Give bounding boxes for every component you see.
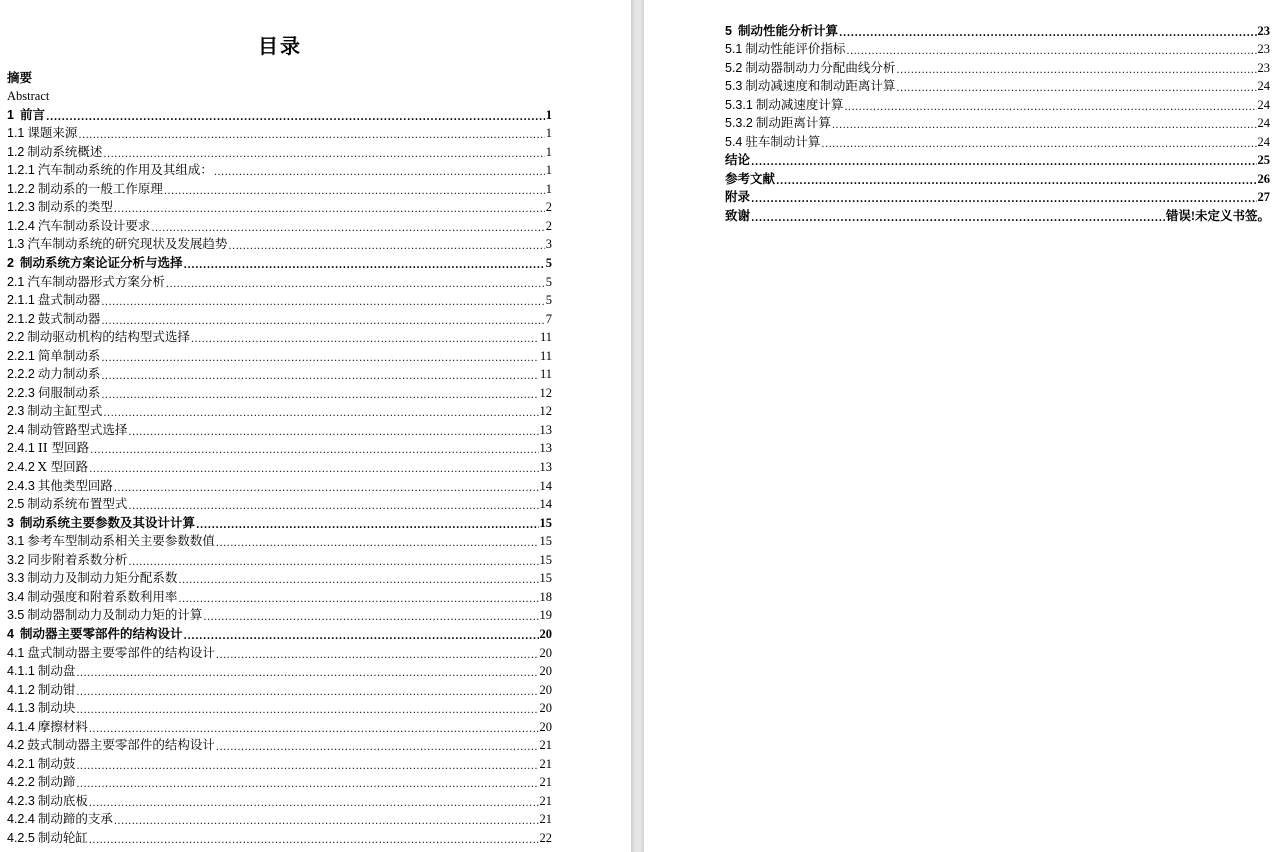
toc-entry[interactable] — [7, 382, 552, 401]
toc-entry-page-number: 错误!未定义书签。 — [1165, 209, 1270, 224]
toc-leader-dots — [114, 480, 539, 494]
toc-entry-title: 鼓式制动器主要零部件的结构设计 — [27, 737, 215, 753]
toc-leader-dots — [751, 191, 1256, 205]
toc-entry-title: 制动块 — [37, 700, 76, 716]
toc-entry-title: 制动系统主要参数及其设计计算 — [19, 514, 195, 530]
toc-list — [7, 67, 552, 846]
toc-entry-page-number: 20 — [539, 626, 552, 641]
toc-entry-title: 制动蹄 — [37, 774, 76, 790]
toc-entry-page-number: 13 — [539, 441, 552, 456]
toc-leader-dots — [844, 99, 1256, 113]
toc-entry[interactable] — [7, 197, 552, 216]
toc-entry[interactable] — [7, 623, 552, 642]
toc-entry-number: 4.2.1 — [7, 756, 35, 771]
toc-entry-number: 5 — [725, 23, 732, 38]
toc-entry-title: 制动钳 — [37, 681, 76, 697]
toc-entry-page-number: 27 — [1257, 190, 1270, 205]
toc-entry-number: 3.4 — [7, 589, 25, 604]
toc-entry-number: 2.2.2 — [7, 367, 35, 382]
toc-leader-dots — [89, 832, 539, 846]
toc-leader-dots — [178, 572, 538, 586]
toc-entry-page-number: 23 — [1257, 42, 1270, 57]
toc-entry[interactable] — [7, 252, 552, 271]
toc-entry-page-number: 3 — [545, 237, 552, 252]
toc-entry-page-number: 24 — [1257, 116, 1270, 131]
toc-entry-title: 制动管路型式选择 — [27, 421, 128, 437]
toc-entry-page-number: 2 — [545, 218, 552, 233]
toc-entry[interactable] — [7, 790, 552, 809]
toc-entry-page-number: 20 — [539, 701, 552, 716]
toc-list — [725, 20, 1270, 224]
toc-entry[interactable] — [7, 345, 552, 364]
toc-entry-page-number: 12 — [539, 404, 552, 419]
toc-leader-dots — [128, 424, 538, 438]
toc-entry-number: 4.1 — [7, 645, 25, 660]
document-page-left — [0, 0, 631, 852]
toc-entry[interactable] — [7, 123, 552, 142]
toc-entry-page-number: 11 — [539, 330, 552, 345]
toc-entry-title: 汽车制动系统的研究现状及发展趋势 — [27, 236, 228, 252]
toc-entry-page-number: 20 — [539, 719, 552, 734]
toc-entry[interactable] — [7, 475, 552, 494]
toc-entry-title: 制动性能分析计算 — [737, 22, 838, 38]
toc-entry-page-number: 5 — [545, 274, 552, 289]
toc-entry-title: 制动底板 — [37, 792, 88, 808]
toc-leader-dots — [101, 313, 544, 327]
toc-entry[interactable] — [7, 160, 552, 179]
toc-entry-title: 汽车制动系统的作用及其组成： — [37, 162, 213, 178]
toc-entry-title: 伺服制动系 — [37, 384, 101, 400]
toc-entry-title: Abstract — [7, 89, 50, 104]
toc-entry[interactable] — [725, 187, 1270, 206]
toc-entry-page-number: 11 — [539, 367, 552, 382]
toc-entry[interactable] — [725, 150, 1270, 169]
toc-entry-title: 制动性能评价指标 — [745, 41, 846, 57]
toc-entry-page-number: 23 — [1257, 60, 1270, 75]
toc-entry[interactable] — [7, 568, 552, 587]
toc-entry-number: 4.1.1 — [7, 664, 35, 679]
toc-leader-dots — [216, 535, 539, 549]
toc-entry-number: 5.3.2 — [725, 116, 753, 131]
toc-entry[interactable] — [7, 679, 552, 698]
toc-leader-dots — [78, 127, 544, 141]
toc-entry[interactable] — [7, 827, 552, 846]
toc-entry[interactable] — [7, 308, 552, 327]
toc-leader-dots — [101, 294, 544, 308]
toc-entry-number: 2.1.1 — [7, 293, 35, 308]
toc-entry-page-number: 20 — [539, 682, 552, 697]
toc-entry[interactable] — [7, 809, 552, 828]
toc-entry-title: 盘式制动器主要零部件的结构设计 — [27, 644, 215, 660]
toc-leader-dots — [89, 795, 539, 809]
toc-entry-number: 2.1.2 — [7, 311, 35, 326]
toc-entry-number: 3.5 — [7, 608, 25, 623]
toc-entry[interactable] — [7, 605, 552, 624]
toc-leader-dots — [214, 164, 545, 178]
toc-leader-dots — [103, 405, 538, 419]
toc-entry[interactable] — [7, 215, 552, 234]
toc-entry[interactable] — [7, 698, 552, 717]
toc-entry-number: 2.4.2 — [7, 460, 35, 475]
toc-entry[interactable] — [725, 94, 1270, 113]
toc-entry[interactable] — [7, 290, 552, 309]
toc-entry-title: 制动距离计算 — [755, 115, 831, 131]
toc-leader-dots — [832, 117, 1257, 131]
toc-entry[interactable] — [7, 735, 552, 754]
toc-entry-number: 1.2.2 — [7, 181, 35, 196]
toc-leader-dots — [101, 368, 539, 382]
toc-entry-number: 5.1 — [725, 42, 743, 57]
toc-entry-page-number: 23 — [1257, 23, 1270, 38]
toc-entry[interactable] — [7, 104, 552, 123]
toc-entry-number: 4.1.2 — [7, 682, 35, 697]
toc-leader-dots — [76, 758, 538, 772]
toc-entry-page-number: 1 — [545, 181, 552, 196]
toc-entry-number: 2.2.1 — [7, 348, 35, 363]
toc-entry-number: 2.2 — [7, 330, 25, 345]
toc-leader-dots — [89, 461, 538, 475]
toc-entry-number: 2 — [7, 256, 14, 271]
toc-entry[interactable] — [7, 141, 552, 160]
toc-leader-dots — [114, 201, 545, 215]
toc-entry-title: 制动鼓 — [37, 755, 76, 771]
toc-leader-dots — [183, 257, 544, 271]
toc-entry-number: 4.2.4 — [7, 812, 35, 827]
toc-entry[interactable] — [7, 401, 552, 420]
toc-leader-dots — [76, 665, 538, 679]
toc-entry-page-number: 14 — [539, 497, 552, 512]
toc-entry-title: 驻车制动计算 — [745, 133, 821, 149]
toc-entry-number: 1.2.1 — [7, 163, 35, 178]
toc-entry-number: 2.2.3 — [7, 385, 35, 400]
toc-entry-number: 4.2.2 — [7, 775, 35, 790]
toc-entry-number: 2.1 — [7, 274, 25, 289]
toc-entry-title: 附录 — [725, 189, 751, 205]
toc-entry-page-number: 19 — [539, 608, 552, 623]
toc-leader-dots — [76, 776, 538, 790]
toc-entry-number: 1.3 — [7, 237, 25, 252]
toc-entry-number: 2.3 — [7, 404, 25, 419]
toc-entry[interactable] — [7, 512, 552, 531]
toc-entry-page-number: 12 — [539, 385, 552, 400]
toc-entry[interactable] — [7, 716, 552, 735]
toc-entry[interactable] — [7, 642, 552, 661]
toc-leader-dots — [151, 220, 544, 234]
toc-leader-dots — [228, 238, 544, 252]
toc-leader-dots — [178, 591, 538, 605]
toc-entry[interactable] — [7, 494, 552, 513]
toc-entry-title: II 型回路 — [37, 440, 90, 456]
toc-leader-dots — [90, 442, 538, 456]
toc-leader-dots — [839, 25, 1257, 39]
toc-entry-title: 参考车型制动系相关主要参数数值 — [27, 533, 215, 549]
toc-entry-title: 制动器制动力分配曲线分析 — [745, 59, 896, 75]
toc-entry-number: 4.2.3 — [7, 793, 35, 808]
toc-leader-dots — [183, 628, 538, 642]
toc-entry-page-number: 5 — [545, 293, 552, 308]
toc-entry-page-number: 13 — [539, 460, 552, 475]
toc-title: 目录 — [258, 34, 302, 58]
toc-leader-dots — [166, 276, 545, 290]
toc-entry-title: 汽车制动器形式方案分析 — [27, 273, 165, 289]
toc-leader-dots — [76, 702, 538, 716]
toc-entry[interactable] — [7, 772, 552, 791]
toc-entry-title: 制动系统概述 — [27, 143, 103, 159]
toc-entry-number: 5.3 — [725, 79, 743, 94]
toc-entry-number: 1 — [7, 107, 14, 122]
toc-entry-title: 前言 — [19, 106, 45, 122]
toc-entry-number: 2.4.3 — [7, 478, 35, 493]
toc-entry[interactable] — [7, 419, 552, 438]
toc-leader-dots — [751, 154, 1256, 168]
toc-entry-page-number: 25 — [1257, 153, 1270, 168]
toc-entry[interactable] — [725, 131, 1270, 150]
toc-entry-page-number: 20 — [539, 664, 552, 679]
toc-entry[interactable] — [7, 86, 552, 105]
toc-entry-page-number: 11 — [539, 348, 552, 363]
toc-leader-dots — [776, 173, 1256, 187]
toc-entry-number: 4 — [7, 626, 14, 641]
toc-leader-dots — [896, 62, 1256, 76]
toc-entry-number: 1.2.3 — [7, 200, 35, 215]
toc-entry-number: 3.2 — [7, 552, 25, 567]
toc-entry-title: 盘式制动器 — [37, 292, 101, 308]
toc-entry-page-number: 20 — [539, 645, 552, 660]
toc-entry-number: 4.2 — [7, 738, 25, 753]
toc-entry-page-number: 24 — [1257, 79, 1270, 94]
toc-leader-dots — [128, 554, 538, 568]
toc-entry-title: 制动减速度和制动距离计算 — [745, 78, 896, 94]
toc-entry[interactable] — [7, 753, 552, 772]
toc-entry[interactable] — [7, 586, 552, 605]
toc-entry[interactable] — [725, 57, 1270, 76]
toc-entry-title: X 型回路 — [37, 459, 89, 475]
toc-entry-number: 4.1.3 — [7, 701, 35, 716]
toc-entry-title: 制动盘 — [37, 663, 76, 679]
toc-entry-page-number: 7 — [545, 311, 552, 326]
toc-entry-title: 鼓式制动器 — [37, 310, 101, 326]
toc-entry-title: 参考文献 — [725, 170, 776, 186]
toc-entry-number: 4.2.5 — [7, 830, 35, 845]
toc-entry-page-number: 24 — [1257, 97, 1270, 112]
toc-entry-title: 制动驱动机构的结构型式选择 — [27, 329, 190, 345]
toc-entry-number: 5.2 — [725, 60, 743, 75]
toc-entry[interactable] — [7, 661, 552, 680]
toc-leader-dots — [216, 739, 539, 753]
toc-entry-page-number: 1 — [545, 126, 552, 141]
toc-entry-title: 制动器主要零部件的结构设计 — [19, 625, 183, 641]
toc-entry-page-number: 21 — [539, 738, 552, 753]
toc-entry-page-number: 14 — [539, 478, 552, 493]
toc-entry-title: 制动系统布置型式 — [27, 496, 128, 512]
toc-leader-dots — [846, 43, 1256, 57]
toc-entry-page-number: 2 — [545, 200, 552, 215]
document-page-right — [644, 0, 1274, 852]
toc-entry-title: 动力制动系 — [37, 366, 101, 382]
toc-entry-title: 制动系的类型 — [37, 199, 113, 215]
toc-entry-title: 同步附着系数分析 — [27, 551, 128, 567]
toc-leader-dots — [101, 350, 539, 364]
toc-entry-page-number: 26 — [1257, 171, 1270, 186]
toc-entry[interactable] — [7, 549, 552, 568]
toc-entry-title: 制动强度和附着系数利用率 — [27, 588, 178, 604]
toc-entry[interactable] — [725, 76, 1270, 95]
toc-entry-number: 2.4.1 — [7, 441, 35, 456]
toc-leader-dots — [896, 80, 1256, 94]
toc-entry-title: 制动系统方案论证分析与选择 — [19, 255, 183, 271]
toc-entry-page-number: 21 — [539, 793, 552, 808]
toc-entry[interactable] — [7, 178, 552, 197]
toc-entry-page-number: 13 — [539, 422, 552, 437]
toc-entry-number: 1.1 — [7, 126, 25, 141]
toc-leader-dots — [191, 331, 539, 345]
toc-entry-page-number: 1 — [545, 163, 552, 178]
toc-entry-number: 3 — [7, 515, 14, 530]
toc-entry-number: 3.3 — [7, 571, 25, 586]
toc-entry-title: 制动蹄的支承 — [37, 811, 113, 827]
toc-entry-page-number: 1 — [545, 144, 552, 159]
toc-leader-dots — [164, 183, 545, 197]
toc-entry-title: 制动系的一般工作原理 — [37, 180, 163, 196]
toc-entry[interactable] — [7, 327, 552, 346]
toc-leader-dots — [101, 387, 538, 401]
toc-leader-dots — [821, 136, 1256, 150]
toc-entry-title: 摩擦材料 — [37, 718, 88, 734]
toc-leader-dots — [751, 210, 1165, 224]
toc-entry-page-number: 1 — [545, 107, 552, 122]
page-gutter — [631, 0, 644, 852]
toc-entry[interactable] — [7, 67, 552, 86]
toc-entry-page-number: 15 — [539, 534, 552, 549]
toc-entry-title: 汽车制动系设计要求 — [37, 217, 151, 233]
toc-leader-dots — [114, 813, 539, 827]
toc-leader-dots — [128, 498, 538, 512]
toc-entry[interactable] — [725, 113, 1270, 132]
toc-entry-title: 简单制动系 — [37, 347, 101, 363]
toc-entry-title: 制动力及制动力矩分配系数 — [27, 570, 178, 586]
toc-entry-number: 4.1.4 — [7, 719, 35, 734]
toc-entry-number: 3.1 — [7, 534, 25, 549]
toc-entry-page-number: 21 — [539, 812, 552, 827]
toc-entry-title: 其他类型回路 — [37, 477, 113, 493]
toc-entry[interactable] — [725, 205, 1270, 224]
toc-entry-page-number: 5 — [545, 256, 552, 271]
toc-entry-title: 制动减速度计算 — [755, 96, 844, 112]
toc-leader-dots — [76, 684, 538, 698]
toc-entry-title: 制动主缸型式 — [27, 403, 103, 419]
toc-entry[interactable] — [725, 20, 1270, 39]
toc-entry-page-number: 15 — [539, 515, 552, 530]
toc-entry[interactable] — [7, 364, 552, 383]
toc-leader-dots — [46, 109, 545, 123]
toc-leader-dots — [89, 721, 539, 735]
toc-entry-page-number: 15 — [539, 571, 552, 586]
toc-entry-number: 1.2.4 — [7, 218, 35, 233]
toc-entry[interactable] — [7, 271, 552, 290]
toc-entry-page-number: 18 — [539, 589, 552, 604]
toc-entry-number: 1.2 — [7, 144, 25, 159]
toc-entry-number: 5.4 — [725, 134, 743, 149]
toc-entry-number: 5.3.1 — [725, 97, 753, 112]
toc-entry-title: 结论 — [725, 152, 751, 168]
toc-entry[interactable] — [7, 456, 552, 475]
toc-entry-page-number: 21 — [539, 756, 552, 771]
toc-entry[interactable] — [7, 438, 552, 457]
toc-entry[interactable] — [7, 234, 552, 253]
toc-entry[interactable] — [725, 39, 1270, 58]
toc-entry[interactable] — [725, 168, 1270, 187]
toc-entry-page-number: 24 — [1257, 134, 1270, 149]
toc-entry-number: 2.4 — [7, 422, 25, 437]
toc-leader-dots — [196, 517, 539, 531]
toc-entry-number: 2.5 — [7, 497, 25, 512]
toc-entry-title: 致谢 — [725, 208, 751, 224]
toc-entry[interactable] — [7, 531, 552, 550]
toc-entry-title: 摘要 — [7, 69, 33, 85]
toc-leader-dots — [203, 609, 538, 623]
toc-leader-dots — [103, 146, 544, 160]
toc-entry-title: 制动轮缸 — [37, 829, 88, 845]
toc-leader-dots — [216, 647, 539, 661]
toc-entry-page-number: 22 — [539, 830, 552, 845]
toc-entry-title: 课题来源 — [27, 125, 78, 141]
toc-entry-page-number: 21 — [539, 775, 552, 790]
toc-entry-page-number: 15 — [539, 552, 552, 567]
toc-entry-title: 制动器制动力及制动力矩的计算 — [27, 607, 203, 623]
